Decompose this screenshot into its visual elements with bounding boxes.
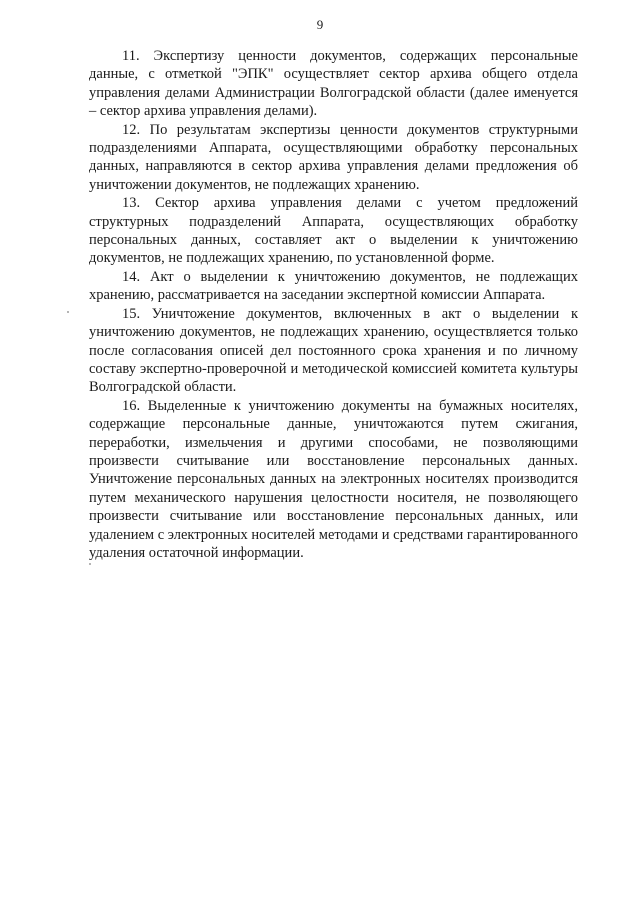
paragraph-15: 15. Уничтожение документов, включенных в акт о выделении к уничтожению документов, не подлежащих хранению, осуществляется только после согласования описей дел постоянного срока хранения и по личному составу экспертно-проверочной и методической комиссией комитета культуры Волгоградской области. <box>89 305 578 396</box>
paragraph-13: 13. Сектор архива управления делами с учетом предложений структурных подразделений Аппарата, осуществляющих обработку персональных данных, составляет акт о выделении к уничтожению документов, не подлежащих хранению, по установленной форме. <box>89 195 578 267</box>
scan-mark <box>89 563 91 565</box>
scan-mark <box>67 311 69 313</box>
paragraph-12: 12. По результатам экспертизы ценности документов структурными подразделениями Аппарата, осуществляющими обработку персональных данных, направляются в сектор архива управления делами предложения об уничтожении документов, не подлежащих хранению. <box>89 121 578 193</box>
document-body <box>89 47 578 562</box>
paragraph-16: 16. Выделенные к уничтожению документы на бумажных носителях, содержащие персональные данные, уничтожаются путем сжигания, переработки, измельчения и другими способами, не позволяющими произвести считывание или восстановление персональных данных. Уничтожение персональных данных на электронных носителях производится путем механического нарушения целостности носителя, не позволяющего произвести считывание или восстановление персональных данных, или удалением с электронных носителей методами и средствами гарантированного удаления остаточной информации. <box>89 397 578 561</box>
paragraph-11: 11. Экспертизу ценности документов, содержащих персональные данные, с отметкой "ЭПК" осуществляет сектор архива общего отдела управления делами Администрации Волгоградской области (далее именуется – сектор архива управления делами). <box>89 48 578 120</box>
page-number: 9 <box>316 17 324 32</box>
paragraph-14: 14. Акт о выделении к уничтожению документов, не подлежащих хранению, рассматривается на заседании экспертной комиссии Аппарата. <box>89 268 578 304</box>
